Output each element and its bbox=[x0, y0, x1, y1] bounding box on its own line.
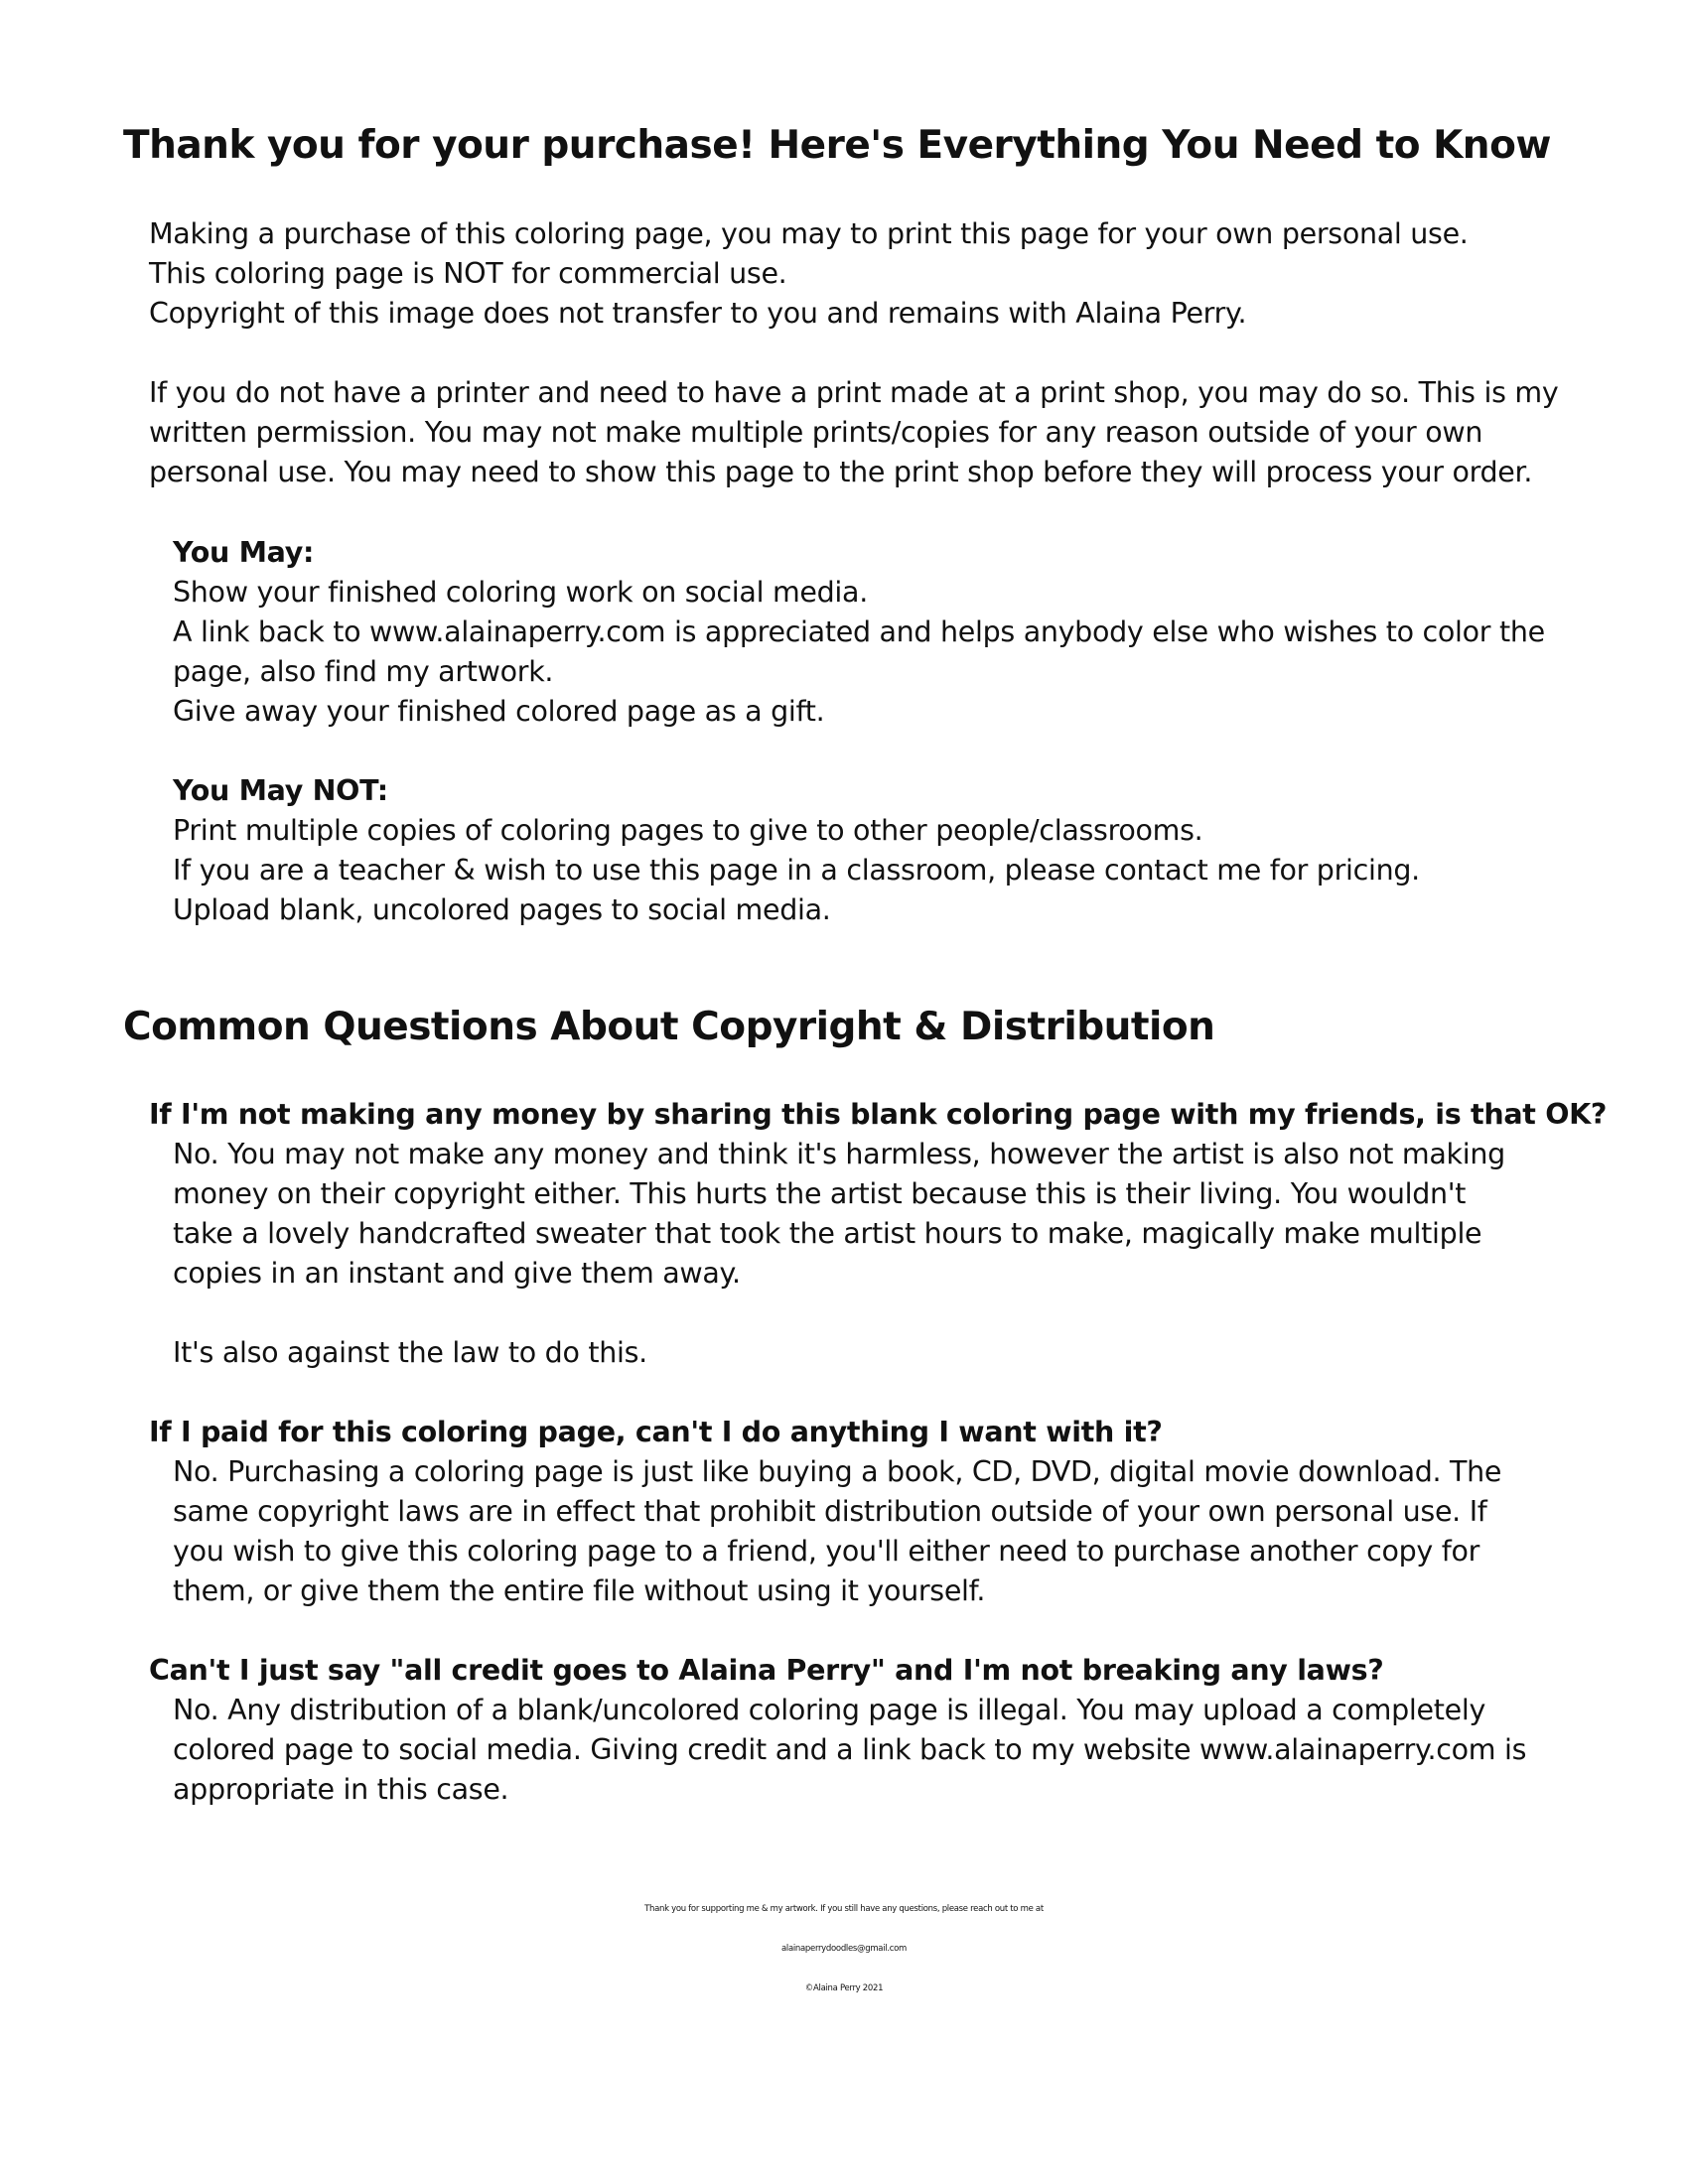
faq-question: If I'm not making any money by sharing this blank coloring page with my friends, is that OK? bbox=[149, 1098, 1608, 1131]
print-shop-line: written permission. You may not make multiple prints/copies for any reason outside of your own bbox=[149, 416, 1483, 449]
purchase-info-heading: Thank you for your purchase! Here's Everything You Need to Know bbox=[123, 123, 1551, 168]
faq-answer-line: No. Any distribution of a blank/uncolored coloring page is illegal. You may upload a completely bbox=[173, 1694, 1486, 1726]
you-may-not-item: If you are a teacher & wish to use this page in a classroom, please contact me for pricing. bbox=[173, 854, 1420, 887]
faq-answer-line: you wish to give this coloring page to a friend, you'll either need to purchase another copy for bbox=[173, 1535, 1480, 1568]
faq-question: If I paid for this coloring page, can't I do anything I want with it? bbox=[149, 1416, 1163, 1448]
footer-email: alainaperrydoodles@gmail.com bbox=[780, 1944, 907, 1954]
you-may-heading: You May: bbox=[173, 536, 315, 569]
you-may-item: A link back to www.alainaperry.com is appreciated and helps anybody else who wishes to color the bbox=[173, 615, 1545, 648]
faq-answer-line: copies in an instant and give them away. bbox=[173, 1257, 741, 1290]
you-may-not-item: Upload blank, uncolored pages to social media. bbox=[173, 893, 831, 926]
you-may-item: Show your finished coloring work on social media. bbox=[173, 576, 868, 609]
faq-heading: Common Questions About Copyright & Distribution bbox=[123, 1005, 1215, 1049]
faq-answer-line: It's also against the law to do this. bbox=[173, 1336, 647, 1369]
faq-answer-line: colored page to social media. Giving credit and a link back to my website www.alainaperry.com is bbox=[173, 1733, 1527, 1766]
faq-answer-line: take a lovely handcrafted sweater that took the artist hours to make, magically make multiple bbox=[173, 1217, 1482, 1250]
faq-question: Can't I just say "all credit goes to Alaina Perry" and I'm not breaking any laws? bbox=[149, 1654, 1384, 1687]
intro-line: This coloring page is NOT for commercial use. bbox=[149, 257, 787, 290]
faq-answer-line: appropriate in this case. bbox=[173, 1773, 509, 1806]
intro-line: Making a purchase of this coloring page, you may to print this page for your own personal use. bbox=[149, 217, 1469, 250]
faq-answer-line: them, or give them the entire file without using it yourself. bbox=[173, 1574, 986, 1607]
faq-answer-line: money on their copyright either. This hurts the artist because this is their living. You wouldn't bbox=[173, 1177, 1467, 1210]
footer-thanks: Thank you for supporting me & my artwork. If you still have any questions, please reach out to me at bbox=[644, 1904, 1044, 1914]
print-shop-line: If you do not have a printer and need to have a print made at a print shop, you may do so. This is my bbox=[149, 376, 1559, 409]
faq-answer-line: No. Purchasing a coloring page is just like buying a book, CD, DVD, digital movie download. The bbox=[173, 1455, 1502, 1488]
you-may-not-heading: You May NOT: bbox=[173, 774, 388, 807]
you-may-not-item: Print multiple copies of coloring pages to give to other people/classrooms. bbox=[173, 814, 1203, 847]
print-shop-line: personal use. You may need to show this page to the print shop before they will process your order. bbox=[149, 456, 1533, 488]
you-may-item: page, also find my artwork. bbox=[173, 655, 554, 688]
intro-line: Copyright of this image does not transfer to you and remains with Alaina Perry. bbox=[149, 297, 1247, 330]
footer-copyright: ©Alaina Perry 2021 bbox=[804, 1983, 884, 1993]
faq-answer-line: same copyright laws are in effect that prohibit distribution outside of your own personal use. If bbox=[173, 1495, 1487, 1528]
faq-answer-line: No. You may not make any money and think it's harmless, however the artist is also not making bbox=[173, 1138, 1505, 1170]
you-may-item: Give away your finished colored page as a gift. bbox=[173, 695, 825, 728]
